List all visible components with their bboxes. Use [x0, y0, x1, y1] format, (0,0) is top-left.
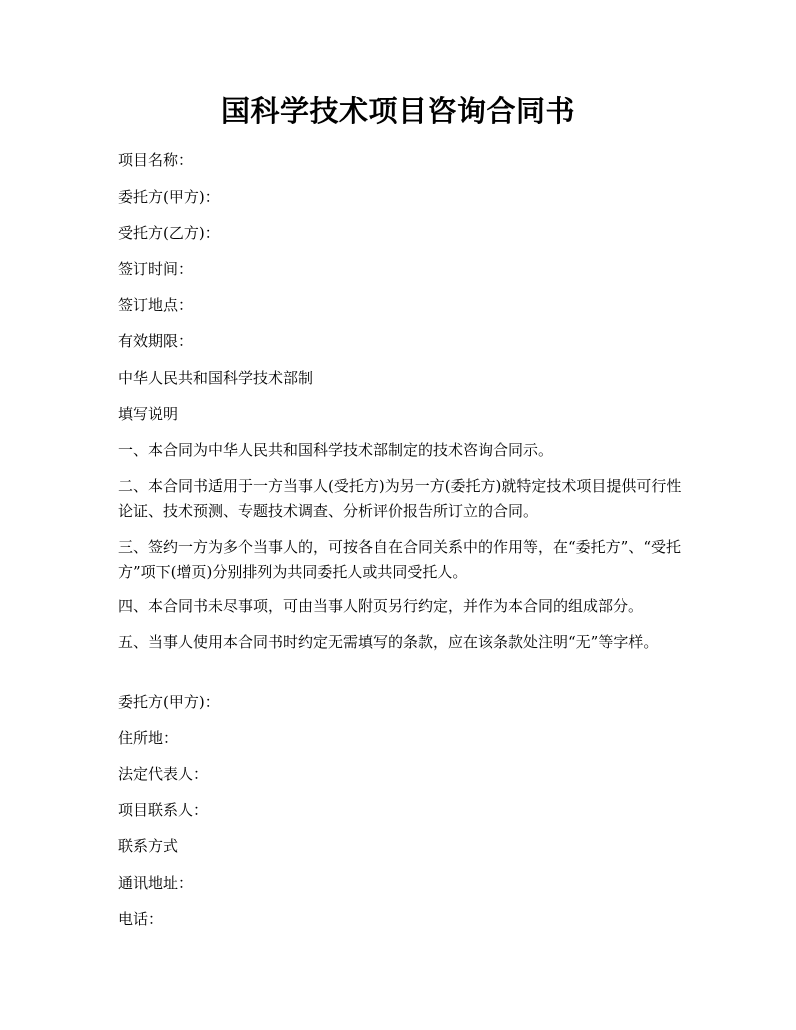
field-phone: 电话：	[118, 910, 164, 928]
instruction-item: 四、本合同书未尽事项，可由当事人附页另行约定，并作为本合同的组成部分。	[118, 597, 644, 615]
instructions-heading: 填写说明	[118, 405, 179, 423]
field-project-contact: 项目联系人：	[118, 801, 209, 819]
instruction-item: 一、本合同为中华人民共和国科学技术部制定的技术咨询合同示。	[118, 441, 554, 459]
instruction-item: 三、签约一方为多个当事人的，可按各自在合同关系中的作用等，在“委托方”、“受托方”项下(增页)分别排列为共同委托人或共同受托人。	[118, 538, 682, 581]
field-client: 委托方(甲方)：	[118, 188, 220, 206]
field-sign-place: 签订地点：	[118, 296, 194, 314]
field-sign-date: 签订时间：	[118, 260, 194, 278]
field-contractor: 受托方(乙方)：	[118, 224, 220, 242]
field-mailing-address: 通讯地址：	[118, 874, 194, 892]
field-client-party: 委托方(甲方)：	[118, 693, 220, 711]
field-project-name: 项目名称：	[118, 151, 194, 169]
instruction-item: 二、本合同书适用于一方当事人(受托方)为另一方(委托方)就特定技术项目提供可行性论证、技术预测、专题技术调查、分析评价报告所订立的合同。	[118, 477, 682, 520]
instruction-item: 五、当事人使用本合同书时约定无需填写的条款，应在该条款处注明“无”等字样。	[118, 633, 659, 651]
issuer-line: 中华人民共和国科学技术部制	[118, 369, 314, 387]
document-title: 国科学技术项目咨询合同书	[220, 94, 575, 128]
field-address: 住所地：	[118, 729, 179, 747]
field-validity: 有效期限：	[118, 332, 194, 350]
field-legal-representative: 法定代表人：	[118, 765, 209, 783]
field-contact-method: 联系方式	[118, 837, 179, 855]
